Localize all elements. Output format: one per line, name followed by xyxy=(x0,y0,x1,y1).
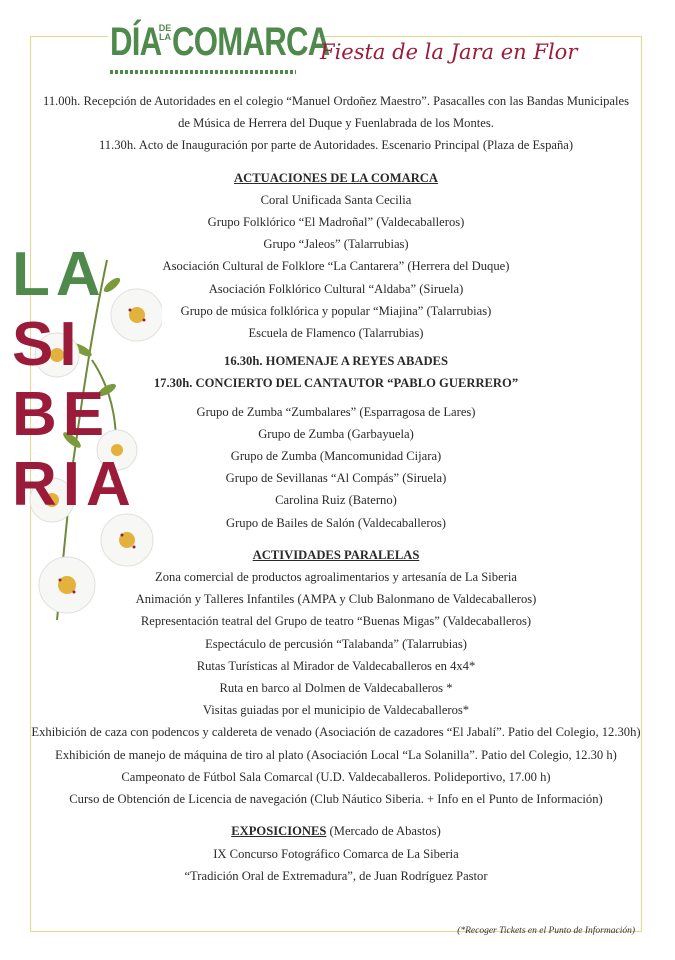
list-item: Curso de Obtención de Licencia de navegación (Club Náutico Siberia. + Info en el Punto de Información) xyxy=(69,792,603,807)
logo-dia: DÍA xyxy=(110,20,162,64)
list-item: Visitas guiadas por el municipio de Valdecaballeros* xyxy=(202,703,470,718)
list-item: Grupo de música folklórica y popular “Miajina” (Talarrubias) xyxy=(180,303,492,318)
list-item: Grupo Folklórico “El Madroñal” (Valdecaballeros) xyxy=(207,215,465,230)
event-subtitle: Fiesta de la Jara en Flor xyxy=(320,40,578,64)
exposiciones-heading: EXPOSICIONES xyxy=(231,824,327,839)
homenaje-line: 16.30h. HOMENAJE A REYES ABADES xyxy=(224,354,448,369)
list-item: Carolina Ruiz (Baterno) xyxy=(275,493,397,508)
paralelas-heading: ACTIVIDADES PARALELAS xyxy=(252,547,420,562)
list-item: Asociación Cultural de Folklore “La Cantarera” (Herrera del Duque) xyxy=(162,259,510,274)
list-item: Grupo de Zumba (Mancomunidad Cijara) xyxy=(230,449,442,464)
logo-de-la: DE LA xyxy=(158,23,172,42)
list-item: Campeonato de Fútbol Sala Comarcal (U.D. Valdecaballeros. Polideportivo, 17.00 h) xyxy=(121,769,551,784)
list-item: Espectáculo de percusión “Talabanda” (Talarrubias) xyxy=(205,636,467,651)
list-item: Grupo de Zumba “Zumbalares” (Esparragosa de Lares) xyxy=(196,404,476,419)
list-item: Rutas Turísticas al Mirador de Valdecaballeros en 4x4* xyxy=(196,658,476,673)
logo-underline xyxy=(110,70,296,74)
list-item: Grupo de Bailes de Salón (Valdecaballeros) xyxy=(226,515,446,530)
exposiciones-line xyxy=(30,820,642,842)
wordmark-be: BE xyxy=(12,380,111,449)
list-item: Grupo de Zumba (Garbayuela) xyxy=(258,426,414,441)
list-item: IX Concurso Fotográfico Comarca de La Siberia xyxy=(213,846,459,861)
list-item: “Tradición Oral de Extremadura”, de Juan Rodríguez Pastor xyxy=(184,868,488,883)
wordmark-si: SI xyxy=(12,310,83,379)
list-item: Animación y Talleres Infantiles (AMPA y Club Balonmano de Valdecaballeros) xyxy=(135,592,537,607)
list-item: Zona comercial de productos agroalimentarios y artesanía de La Siberia xyxy=(155,570,517,585)
program-content xyxy=(30,90,642,887)
list-item: Grupo de Sevillanas “Al Compás” (Siruela) xyxy=(225,471,447,486)
list-item: Representación teatral del Grupo de teatro “Buenas Migas” (Valdecaballeros) xyxy=(140,614,532,629)
wordmark-la: LA xyxy=(12,240,107,309)
list-item: Ruta en barco al Dolmen de Valdecaballeros * xyxy=(219,681,453,696)
list-item: Grupo “Jaleos” (Talarrubias) xyxy=(263,237,409,252)
intro-line: 11.30h. Acto de Inauguración por parte de Autoridades. Escenario Principal (Plaza de España) xyxy=(98,138,574,153)
wordmark-ria: RIA xyxy=(12,450,137,519)
list-item: Coral Unificada Santa Cecilia xyxy=(260,192,412,207)
exposiciones-place: (Mercado de Abastos) xyxy=(326,824,441,839)
concierto-line: 17.30h. CONCIERTO DEL CANTAUTOR “PABLO GUERRERO” xyxy=(153,376,519,391)
list-item: Asociación Folklórico Cultural “Aldaba” (Siruela) xyxy=(208,281,464,296)
list-item: Exhibición de manejo de máquina de tiro al plato (Asociación Local “La Solanilla”. Patio del Colegio, 12.30 h) xyxy=(55,747,617,762)
footnote: (*Recoger Tickets en el Punto de Información) xyxy=(457,926,635,936)
intro-line: 11.00h. Recepción de Autoridades en el colegio “Manuel Ordoñez Maestro”. Pasacalles con las Bandas Municipales xyxy=(42,94,629,108)
list-item: Escuela de Flamenco (Talarrubias) xyxy=(248,326,424,341)
intro-line: de Música de Herrera del Duque y Fuenlabrada de los Montes. xyxy=(178,116,494,131)
actuaciones-heading: ACTUACIONES DE LA COMARCA xyxy=(234,170,438,185)
logo-comarca: COMARCA xyxy=(172,20,330,64)
dia-de-la-comarca-logo xyxy=(108,14,330,76)
list-item: Exhibición de caza con podencos y caldereta de venado (Asociación de cazadores “El Jabalí”. Patio del Colegio, 12.30h) xyxy=(31,725,641,740)
